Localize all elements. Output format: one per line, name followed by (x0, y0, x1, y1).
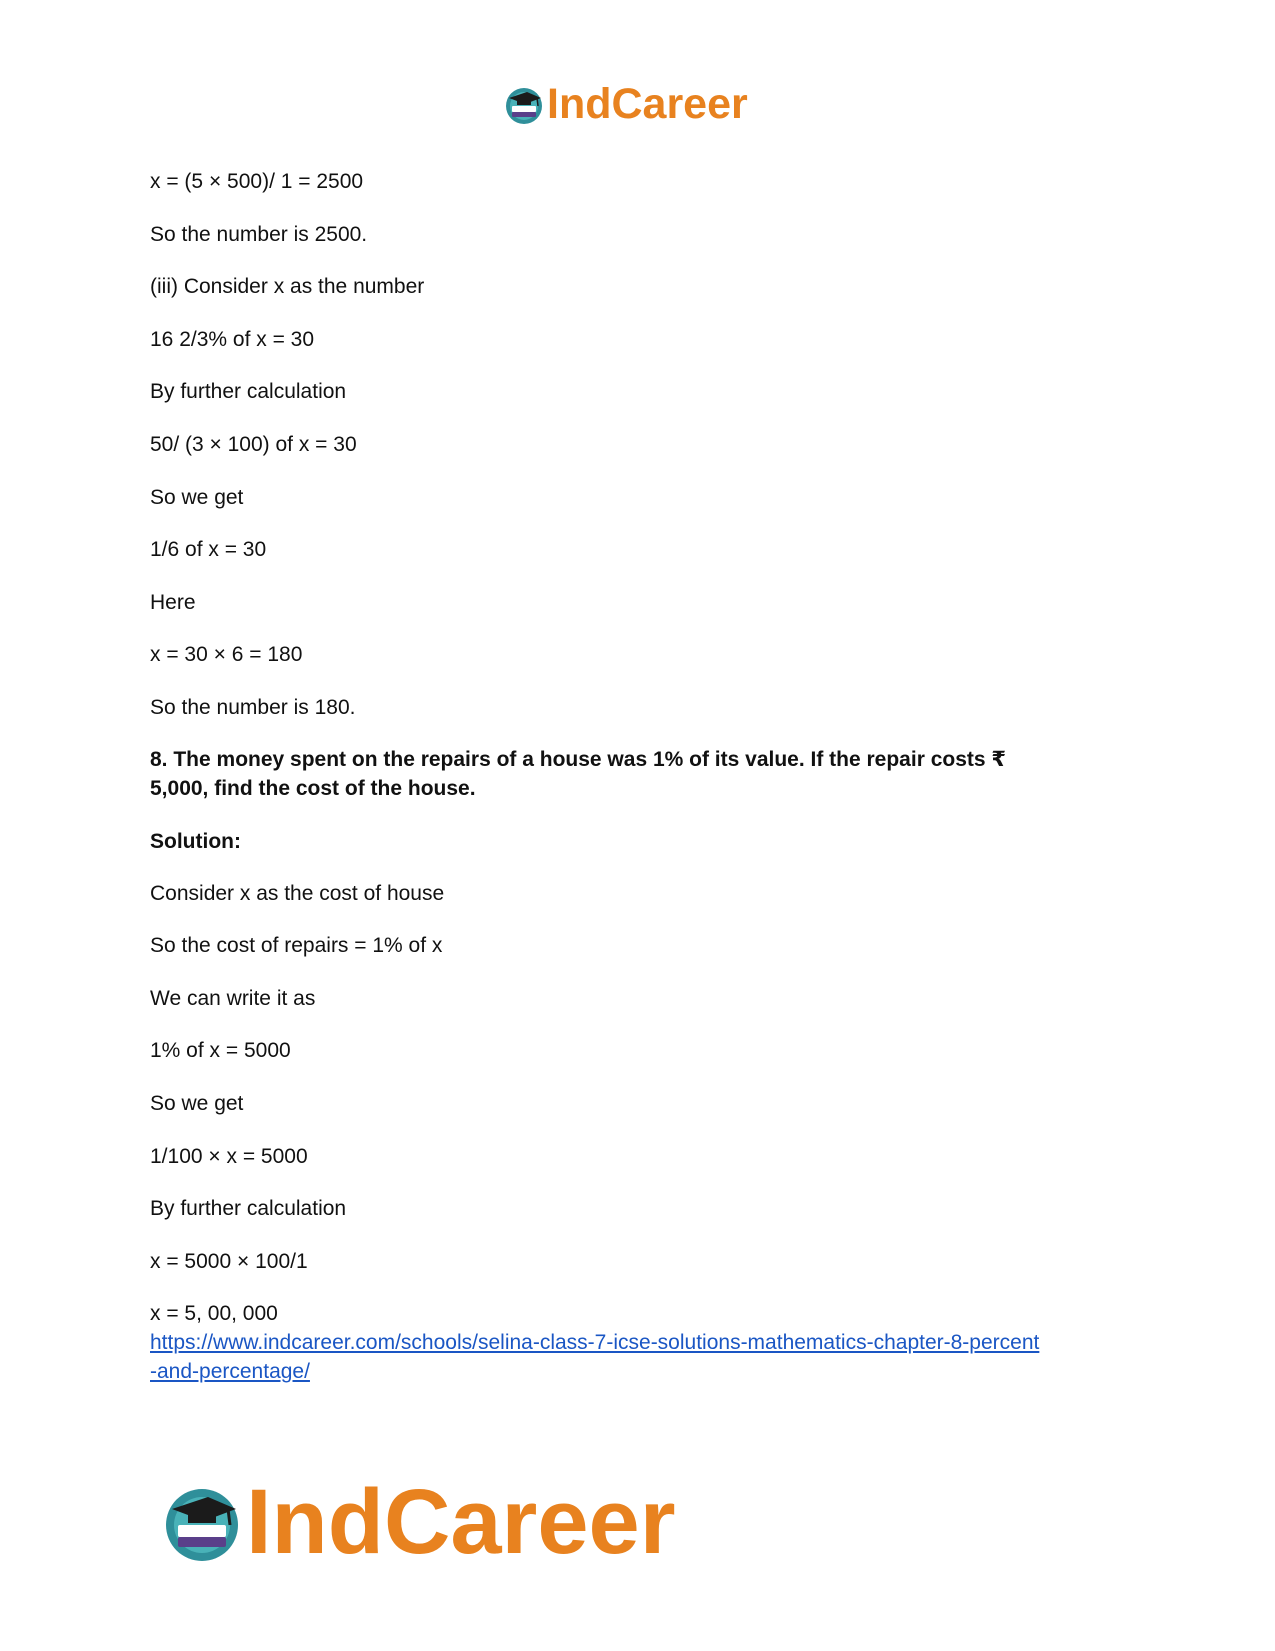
text-line: 50/ (3 × 100) of x = 30 (150, 433, 357, 456)
brand-name: IndCareer (246, 1471, 676, 1573)
solution-line: x = 5, 00, 000 (150, 1302, 278, 1325)
text-line: (iii) Consider x as the number (150, 275, 425, 298)
text-line: So the number is 180. (150, 696, 356, 719)
text-line: So the number is 2500. (150, 223, 368, 246)
solution-line: 1/100 × x = 5000 (150, 1145, 308, 1168)
question-text: 8. The money spent on the repairs of a house was 1% of its value. If the repair costs ₹ (150, 748, 1007, 771)
text-line: x = 30 × 6 = 180 (150, 643, 303, 666)
solution-heading: Solution: (150, 830, 241, 853)
text-line: x = (5 × 500)/ 1 = 2500 (150, 170, 364, 193)
footer-logo (160, 1470, 676, 1575)
text-line: So we get (150, 486, 244, 509)
source-link[interactable]: -and-percentage/ (150, 1360, 310, 1383)
solution-line: By further calculation (150, 1197, 347, 1220)
text-line: Here (150, 591, 196, 614)
solution-line: So the cost of repairs = 1% of x (150, 934, 443, 957)
solution-line: Consider x as the cost of house (150, 882, 445, 905)
solution-line: So we get (150, 1092, 244, 1115)
text-line: By further calculation (150, 380, 347, 403)
graduation-book-icon (160, 1481, 244, 1565)
question-text: 5,000, find the cost of the house. (150, 777, 476, 800)
solution-line: x = 5000 × 100/1 (150, 1250, 308, 1273)
text-line: 1/6 of x = 30 (150, 538, 267, 561)
source-link[interactable]: https://www.indcareer.com/schools/selina-class-7-icse-solutions-mathematics-chapter-8-percent (150, 1331, 1040, 1354)
text-line: 16 2/3% of x = 30 (150, 328, 315, 351)
solution-line: 1% of x = 5000 (150, 1039, 291, 1062)
brand-name: IndCareer (547, 80, 748, 128)
header-logo (503, 80, 748, 129)
graduation-book-icon (503, 84, 545, 126)
solution-line: We can write it as (150, 987, 316, 1010)
